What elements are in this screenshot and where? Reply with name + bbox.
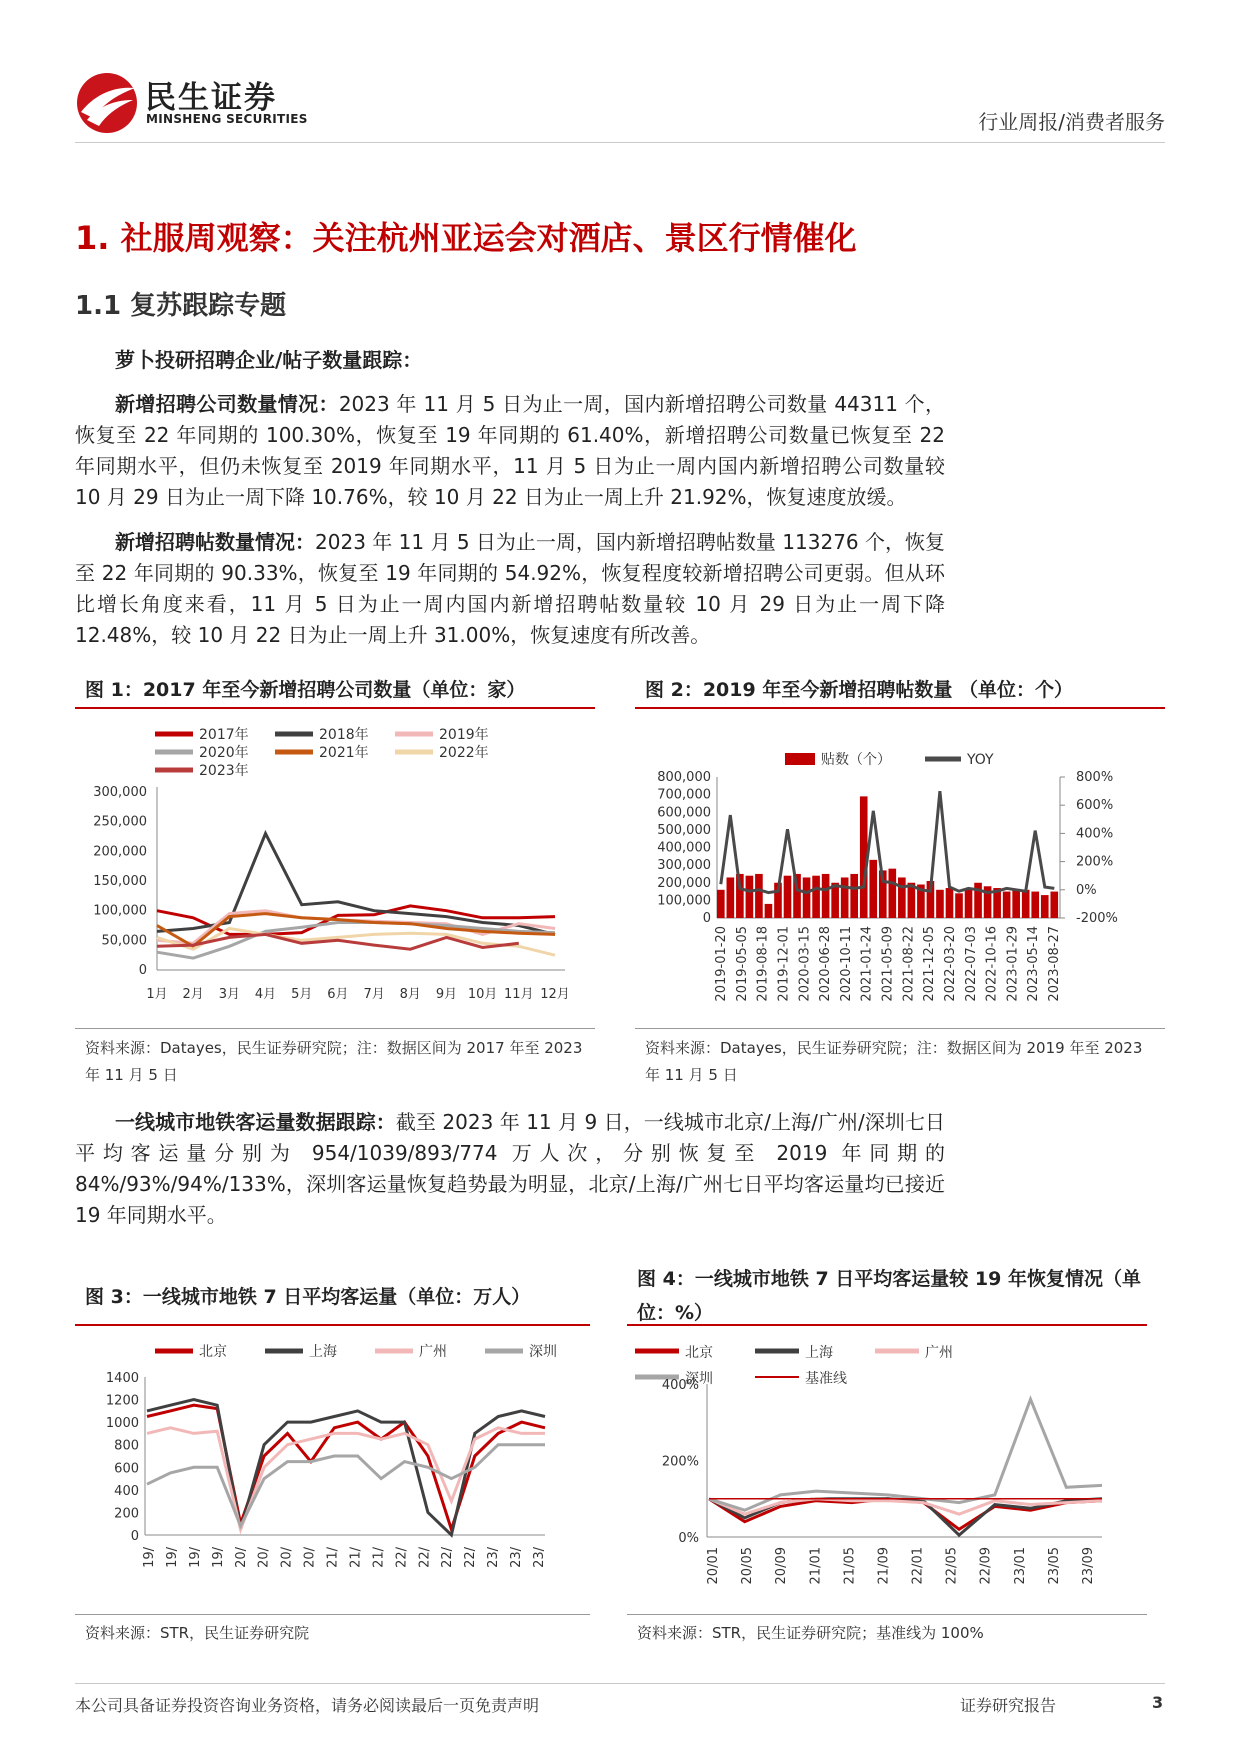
footer-divider bbox=[75, 1683, 1165, 1684]
x-tick-label: 19/ bbox=[142, 1547, 157, 1568]
bar bbox=[1003, 892, 1011, 918]
fig3-chart bbox=[75, 1329, 590, 1609]
brand-name: 民生证券 bbox=[145, 80, 277, 116]
x-tick-label: 21/01 bbox=[808, 1547, 824, 1585]
legend-label: YOY bbox=[967, 752, 994, 768]
x-tick-label: 20/ bbox=[302, 1547, 318, 1568]
y-tick-label: 100,000 bbox=[657, 893, 711, 909]
x-tick-label: 19/ bbox=[164, 1547, 180, 1568]
bar bbox=[717, 890, 725, 918]
bar bbox=[803, 877, 811, 918]
fig3-rule bbox=[75, 1324, 590, 1326]
x-tick-label: 2022-07-03 bbox=[963, 926, 979, 1002]
fig4-rule bbox=[627, 1324, 1147, 1326]
x-tick-label: 7月 bbox=[363, 987, 385, 1002]
brand-name-en: MINSHENG SECURITIES bbox=[146, 112, 308, 126]
legend-swatch bbox=[785, 753, 815, 765]
y-tick-label: 400,000 bbox=[657, 840, 711, 856]
x-tick-label: 2019-05-05 bbox=[734, 926, 750, 1002]
legend-label: 2022年 bbox=[439, 745, 489, 761]
x-tick-label: 22/ bbox=[394, 1547, 410, 1568]
y-tick-label: 800 bbox=[114, 1438, 139, 1454]
section-title: 1. 社服周观察：关注杭州亚运会对酒店、景区行情催化 bbox=[75, 219, 857, 257]
x-tick-label: 19/ bbox=[187, 1547, 203, 1568]
x-tick-label: 22/ bbox=[463, 1547, 479, 1568]
x-tick-label: 20/05 bbox=[740, 1547, 756, 1585]
x-tick-label: 2020-10-11 bbox=[838, 926, 854, 1002]
y-tick-label: 0 bbox=[702, 911, 711, 926]
x-tick-label: 2022-03-20 bbox=[942, 926, 958, 1002]
bar bbox=[946, 888, 954, 918]
x-tick-label: 4月 bbox=[254, 987, 277, 1002]
y2-tick-label: 0% bbox=[1076, 882, 1097, 898]
fig2-source-rule bbox=[635, 1028, 1165, 1029]
legend-label: 上海 bbox=[309, 1344, 337, 1360]
legend-label: 广州 bbox=[925, 1345, 953, 1361]
x-tick-label: 5月 bbox=[291, 987, 313, 1002]
y-tick-label: 200,000 bbox=[93, 844, 147, 860]
y-tick-label: 100,000 bbox=[93, 903, 147, 919]
fig1-source: 资料来源：Datayes，民生证券研究院；注：数据区间为 2017 年至 2023 年 11 月 5 日 bbox=[85, 1039, 583, 1084]
y-tick-label: 400% bbox=[661, 1378, 699, 1393]
fig4-source: 资料来源：STR，民生证券研究院；基准线为 100% bbox=[637, 1624, 984, 1642]
brand-logo bbox=[75, 72, 308, 134]
y-tick-label: 300,000 bbox=[657, 858, 711, 874]
bar bbox=[1022, 890, 1030, 918]
header-divider bbox=[75, 142, 1165, 143]
y2-tick-label: 800% bbox=[1076, 770, 1114, 785]
report-category: 行业周报/消费者服务 bbox=[978, 110, 1165, 134]
y-tick-label: 700,000 bbox=[657, 787, 711, 803]
legend-label: 广州 bbox=[419, 1344, 447, 1360]
y-tick-label: 300,000 bbox=[93, 785, 147, 800]
x-tick-label: 20/01 bbox=[706, 1547, 721, 1585]
x-tick-label: 10月 bbox=[467, 987, 498, 1002]
bar bbox=[755, 874, 763, 918]
x-tick-label: 21/ bbox=[371, 1547, 387, 1568]
bar bbox=[822, 874, 830, 918]
x-tick-label: 21/ bbox=[348, 1547, 364, 1568]
series-line bbox=[709, 1399, 1102, 1510]
x-tick-label: 2021-01-24 bbox=[859, 926, 875, 1002]
y-tick-label: 800,000 bbox=[657, 770, 711, 785]
x-tick-label: 11月 bbox=[504, 987, 534, 1002]
y-tick-label: 500,000 bbox=[657, 822, 711, 838]
bar bbox=[1041, 895, 1049, 918]
x-tick-label: 2019-12-01 bbox=[776, 926, 792, 1002]
legend-label: 2019年 bbox=[439, 727, 489, 743]
y-tick-label: 400 bbox=[114, 1483, 139, 1499]
brand-mark-icon bbox=[75, 72, 139, 134]
bar bbox=[727, 877, 735, 918]
fig2-chart bbox=[635, 712, 1165, 1028]
y2-tick-label: 400% bbox=[1076, 826, 1114, 842]
fig4-chart bbox=[627, 1329, 1147, 1609]
fig1-rule bbox=[75, 707, 595, 709]
fig2-title: 图 2：2019 年至今新增招聘帖数量 （单位：个） bbox=[645, 679, 1073, 701]
legend-label: 北京 bbox=[199, 1344, 227, 1360]
x-tick-label: 23/05 bbox=[1046, 1547, 1062, 1585]
x-tick-label: 20/ bbox=[279, 1547, 295, 1568]
y2-tick-label: -200% bbox=[1076, 911, 1118, 926]
bar bbox=[812, 876, 820, 918]
footer-disclaimer: 本公司具备证券投资咨询业务资格，请务必阅读最后一页免责声明 bbox=[75, 1696, 540, 1715]
bar bbox=[1012, 890, 1020, 918]
fig2-source: 资料来源：Datayes，民生证券研究院；注：数据区间为 2019 年至 2023 年 11 月 5 日 bbox=[645, 1039, 1143, 1084]
legend-label: 贴数（个） bbox=[821, 752, 891, 768]
legend-label: 2021年 bbox=[319, 745, 369, 761]
y-tick-label: 200,000 bbox=[657, 875, 711, 891]
legend-label: 北京 bbox=[685, 1345, 713, 1361]
bar bbox=[765, 904, 773, 918]
bar bbox=[965, 888, 973, 918]
x-tick-label: 22/09 bbox=[978, 1547, 994, 1585]
x-tick-label: 22/01 bbox=[910, 1547, 926, 1585]
x-tick-label: 20/ bbox=[256, 1547, 272, 1568]
legend-label: 2020年 bbox=[199, 745, 249, 761]
legend-label: 深圳 bbox=[685, 1371, 713, 1387]
x-tick-label: 2月 bbox=[182, 987, 204, 1002]
paragraph-subway: 一线城市地铁客运量数据跟踪：截至 2023 年 11 月 9 日，一线城市北京/上海/广州/深圳七日平均客运量分别为 954/1039/893/774 万人次，分别恢复至 2019 年同期的 84%/93%/94%/133%，深圳客运量恢复趋势最为明显，北京/上海/广州七日平均客运量均已接近 19 年同期水平。 bbox=[75, 1110, 945, 1227]
x-tick-label: 2023-05-14 bbox=[1026, 926, 1042, 1002]
x-tick-label: 19/ bbox=[210, 1547, 226, 1568]
footer-doc-type: 证券研究报告 bbox=[960, 1696, 1057, 1715]
x-tick-label: 6月 bbox=[327, 987, 349, 1002]
page-number: 3 bbox=[1152, 1693, 1164, 1712]
fig1-title: 图 1：2017 年至今新增招聘公司数量（单位：家） bbox=[85, 679, 526, 701]
bar bbox=[1050, 892, 1058, 918]
series-line bbox=[147, 1428, 545, 1530]
x-tick-label: 23/09 bbox=[1081, 1547, 1096, 1585]
y2-tick-label: 200% bbox=[1076, 854, 1114, 870]
x-tick-label: 20/09 bbox=[774, 1547, 790, 1585]
y-tick-label: 250,000 bbox=[93, 814, 147, 830]
legend-label: 上海 bbox=[805, 1345, 833, 1361]
y-tick-label: 600,000 bbox=[657, 805, 711, 821]
series-line bbox=[147, 1445, 545, 1526]
legend-label: 基准线 bbox=[805, 1371, 847, 1387]
legend-label: 2018年 bbox=[319, 727, 369, 743]
x-tick-label: 2021-12-05 bbox=[922, 926, 938, 1002]
fig3-source-rule bbox=[75, 1614, 590, 1615]
x-tick-label: 9月 bbox=[435, 987, 458, 1002]
bar bbox=[898, 877, 906, 918]
fig3-title: 图 3：一线城市地铁 7 日平均客运量（单位：万人） bbox=[85, 1286, 531, 1308]
x-tick-label: 21/05 bbox=[842, 1547, 858, 1585]
subsection-title: 1.1 复苏跟踪专题 bbox=[75, 291, 287, 321]
fig1-source-rule bbox=[75, 1028, 595, 1029]
y-tick-label: 1400 bbox=[105, 1371, 139, 1386]
series-line bbox=[721, 791, 1055, 893]
x-tick-label: 23/ bbox=[532, 1547, 547, 1568]
x-tick-label: 21/09 bbox=[876, 1547, 892, 1585]
y-tick-label: 0 bbox=[138, 963, 147, 978]
bar bbox=[889, 869, 897, 918]
y-tick-label: 0% bbox=[678, 1531, 699, 1546]
x-tick-label: 2021-08-22 bbox=[901, 926, 917, 1002]
y-tick-label: 200% bbox=[661, 1454, 699, 1470]
x-tick-label: 2019-08-18 bbox=[755, 926, 771, 1002]
paragraph-intro: 萝卜投研招聘企业/帖子数量跟踪： bbox=[115, 348, 423, 372]
x-tick-label: 1月 bbox=[146, 987, 168, 1002]
x-tick-label: 2023-08-27 bbox=[1047, 926, 1062, 1002]
bar bbox=[936, 890, 944, 918]
x-tick-label: 3月 bbox=[218, 987, 241, 1002]
fig4-source-rule bbox=[627, 1614, 1147, 1615]
x-tick-label: 2020-03-15 bbox=[797, 926, 813, 1002]
y-tick-label: 1000 bbox=[105, 1416, 139, 1432]
bar bbox=[850, 874, 858, 918]
bar bbox=[1031, 892, 1039, 918]
x-tick-label: 8月 bbox=[399, 987, 421, 1002]
y-tick-label: 150,000 bbox=[93, 874, 147, 889]
y2-tick-label: 600% bbox=[1076, 798, 1114, 814]
x-tick-label: 23/ bbox=[509, 1547, 525, 1568]
bar bbox=[746, 876, 754, 918]
y-tick-label: 600 bbox=[114, 1461, 139, 1477]
x-tick-label: 2023-01-29 bbox=[1005, 926, 1021, 1002]
x-tick-label: 22/ bbox=[417, 1547, 433, 1568]
legend-label: 2017年 bbox=[199, 727, 249, 743]
bar bbox=[955, 893, 963, 918]
fig1-chart bbox=[75, 712, 595, 1010]
x-tick-label: 2022-10-16 bbox=[984, 926, 1000, 1002]
bar bbox=[869, 860, 877, 918]
fig3-source: 资料来源：STR，民生证券研究院 bbox=[85, 1624, 310, 1642]
x-tick-label: 12月 bbox=[540, 987, 570, 1002]
x-tick-label: 23/ bbox=[486, 1547, 502, 1568]
paragraph-posts: 新增招聘帖数量情况：2023 年 11 月 5 日为止一周，国内新增招聘帖数量 113276 个，恢复至 22 年同期的 90.33%，恢复至 19 年同期的 54.92%，恢复程度较新增招聘公司更弱。但从环比增长角度来看，11 月 5 日为止一周内国内新增招聘帖数量较 10 月 29 日为止一周下降 12.48%，较 10 月 22 日为止一周上升 31.00%，恢复速度有所改善。 bbox=[75, 530, 946, 647]
y-tick-label: 0 bbox=[130, 1529, 139, 1544]
paragraph-companies: 新增招聘公司数量情况：2023 年 11 月 5 日为止一周，国内新增招聘公司数量 44311 个，恢复至 22 年同期的 100.30%，恢复至 19 年同期的 61.40%，新增招聘公司数量已恢复至 22 年同期水平，但仍未恢复至 2019 年同期水平，11 月 5 日为止一周内国内新增招聘公司数量较 10 月 29 日为止一周下降 10.76%，较 10 月 22 日为止一周上升 21.92%，恢复速度放缓。 bbox=[75, 392, 946, 509]
y-tick-label: 50,000 bbox=[101, 933, 147, 949]
bar bbox=[841, 877, 849, 918]
legend-label: 深圳 bbox=[529, 1344, 557, 1360]
fig2-rule bbox=[635, 707, 1165, 709]
legend-label: 2023年 bbox=[199, 763, 249, 779]
bar bbox=[784, 876, 792, 918]
y-tick-label: 200 bbox=[114, 1506, 139, 1522]
x-tick-label: 2019-01-20 bbox=[714, 926, 729, 1002]
x-tick-label: 21/ bbox=[325, 1547, 341, 1568]
x-tick-label: 22/05 bbox=[944, 1547, 960, 1585]
x-tick-label: 20/ bbox=[233, 1547, 249, 1568]
x-tick-label: 2021-05-09 bbox=[880, 926, 896, 1002]
y-tick-label: 1200 bbox=[105, 1393, 139, 1409]
x-tick-label: 2020-06-28 bbox=[818, 926, 834, 1002]
fig4-title: 图 4：一线城市地铁 7 日平均客运量较 19 年恢复情况（单位：%） bbox=[637, 1268, 1141, 1324]
x-tick-label: 22/ bbox=[440, 1547, 456, 1568]
x-tick-label: 23/01 bbox=[1012, 1547, 1028, 1585]
